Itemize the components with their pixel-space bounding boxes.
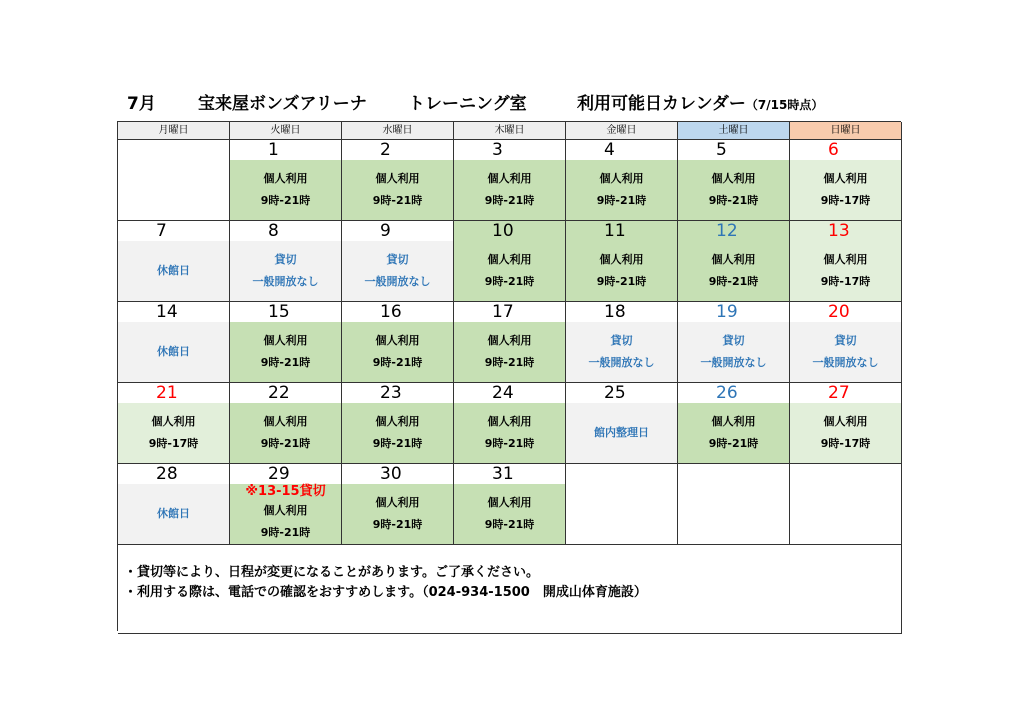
status-label: 休館日 (157, 264, 190, 277)
status-label: 個人利用 (375, 415, 420, 428)
status-label: 個人利用 (711, 253, 756, 266)
day-number: 5 (678, 140, 789, 160)
day-number: 2 (342, 140, 453, 160)
weekday-header-fri: 金曜日 (566, 122, 678, 140)
day-cell (566, 302, 678, 383)
hours-label: 9時-21時 (708, 437, 759, 450)
hours-label: 9時-21時 (708, 194, 759, 207)
day-cell (230, 221, 342, 302)
reservation-note: ※13-15貸切 (245, 484, 326, 499)
day-cell (678, 302, 790, 383)
day-cell (118, 383, 230, 464)
hours-label: 9時-21時 (372, 194, 423, 207)
day-number: 18 (566, 302, 677, 322)
empty-day-cell (118, 140, 230, 221)
notes-section (118, 545, 902, 634)
day-cell (342, 221, 454, 302)
day-number: 19 (678, 302, 789, 322)
day-number: 22 (230, 383, 341, 403)
status-label: 館内整理日 (594, 426, 649, 439)
day-number: 16 (342, 302, 453, 322)
hours-label: 9時-21時 (708, 275, 759, 288)
day-number: 8 (230, 221, 341, 241)
status-label: 個人利用 (823, 415, 868, 428)
day-cell (230, 140, 342, 221)
day-number: 20 (790, 302, 901, 322)
day-number: 7 (118, 221, 229, 241)
status-label: 個人利用 (487, 496, 532, 509)
status-label: 個人利用 (375, 172, 420, 185)
status-detail: 一般開放なし (252, 275, 319, 288)
status-label: 個人利用 (487, 334, 532, 347)
day-number: 17 (454, 302, 565, 322)
weekday-header-mon: 月曜日 (118, 122, 230, 140)
weekday-header-tue: 火曜日 (230, 122, 342, 140)
day-cell (118, 302, 230, 383)
status-label: 個人利用 (487, 415, 532, 428)
room-name: トレーニング室 (408, 94, 527, 114)
day-number: 13 (790, 221, 901, 241)
status-label: 個人利用 (263, 172, 308, 185)
hours-label: 9時-21時 (260, 437, 311, 450)
hours-label: 9時-21時 (596, 275, 647, 288)
day-number: 12 (678, 221, 789, 241)
day-cell (118, 221, 230, 302)
day-number: 25 (566, 383, 677, 403)
status-detail: 一般開放なし (812, 356, 879, 369)
status-label: 貸切 (834, 334, 857, 347)
status-label: 個人利用 (711, 172, 756, 185)
day-cell (342, 302, 454, 383)
status-label: 休館日 (157, 345, 190, 358)
day-number: 26 (678, 383, 789, 403)
empty-day-cell (566, 464, 678, 545)
day-number: 15 (230, 302, 341, 322)
status-label: 個人利用 (487, 172, 532, 185)
hours-label: 9時-21時 (260, 194, 311, 207)
note-line: ・貸切等により、日程が変更になることがあります。ご了承ください。 (124, 565, 539, 580)
hours-label: 9時-17時 (148, 437, 199, 450)
month-label: 7月 (127, 94, 156, 114)
day-cell (678, 221, 790, 302)
status-label: 休館日 (157, 507, 190, 520)
status-label: 貸切 (610, 334, 633, 347)
day-number: 3 (454, 140, 565, 160)
day-number: 23 (342, 383, 453, 403)
day-number: 28 (118, 464, 229, 484)
weekday-header-thu: 木曜日 (454, 122, 566, 140)
day-cell (342, 464, 454, 545)
hours-label: 9時-21時 (484, 275, 535, 288)
hours-label: 9時-21時 (372, 518, 423, 531)
day-number: 11 (566, 221, 677, 241)
day-cell (454, 383, 566, 464)
status-label: 個人利用 (263, 415, 308, 428)
day-number: 24 (454, 383, 565, 403)
day-number: 21 (118, 383, 229, 403)
day-cell (454, 464, 566, 545)
availability-calendar (117, 121, 901, 631)
day-cell (566, 140, 678, 221)
day-number: 6 (790, 140, 901, 160)
day-number: 4 (566, 140, 677, 160)
status-label: 個人利用 (151, 415, 196, 428)
weekday-header-sun: 日曜日 (790, 122, 902, 140)
hours-label: 9時-21時 (484, 194, 535, 207)
day-number: 14 (118, 302, 229, 322)
hours-label: 9時-17時 (820, 194, 871, 207)
note-line: ・利用する際は、電話での確認をおすすめします。（024-934-1500 開成山体育施設） (124, 585, 647, 600)
status-label: 貸切 (722, 334, 745, 347)
hours-label: 9時-21時 (260, 356, 311, 369)
day-cell (790, 140, 902, 221)
calendar-title-text: 利用可能日カレンダー (577, 94, 746, 114)
as-of-date: （7/15時点） (745, 98, 824, 112)
day-number: 1 (230, 140, 341, 160)
hours-label: 9時-17時 (820, 275, 871, 288)
hours-label: 9時-21時 (596, 194, 647, 207)
status-detail: 一般開放なし (588, 356, 655, 369)
day-cell (230, 383, 342, 464)
day-cell (342, 383, 454, 464)
hours-label: 9時-17時 (820, 437, 871, 450)
hours-label: 9時-21時 (372, 356, 423, 369)
day-number: 29 (230, 464, 341, 484)
hours-label: 9時-21時 (484, 356, 535, 369)
status-label: 個人利用 (823, 172, 868, 185)
day-cell (230, 464, 342, 545)
day-cell (790, 302, 902, 383)
status-detail: 一般開放なし (700, 356, 767, 369)
day-cell (678, 140, 790, 221)
calendar-title (577, 92, 823, 116)
day-number: 27 (790, 383, 901, 403)
hours-label: 9時-21時 (260, 526, 311, 539)
status-label: 個人利用 (599, 172, 644, 185)
empty-day-cell (678, 464, 790, 545)
status-label: 個人利用 (711, 415, 756, 428)
status-label: 貸切 (274, 253, 297, 266)
hours-label: 9時-21時 (484, 518, 535, 531)
day-cell (454, 221, 566, 302)
day-cell (790, 221, 902, 302)
hours-label: 9時-21時 (484, 437, 535, 450)
day-cell (678, 383, 790, 464)
status-label: 個人利用 (599, 253, 644, 266)
day-number: 30 (342, 464, 453, 484)
day-cell (454, 302, 566, 383)
weekday-header-wed: 水曜日 (342, 122, 454, 140)
day-cell (790, 383, 902, 464)
status-label: 個人利用 (375, 334, 420, 347)
day-number: 10 (454, 221, 565, 241)
day-cell (118, 464, 230, 545)
day-number: 31 (454, 464, 565, 484)
day-cell (230, 302, 342, 383)
hours-label: 9時-21時 (372, 437, 423, 450)
status-label: 個人利用 (487, 253, 532, 266)
day-cell (342, 140, 454, 221)
day-cell (566, 221, 678, 302)
venue-name: 宝来屋ボンズアリーナ (198, 94, 367, 114)
day-number: 9 (342, 221, 453, 241)
status-label: 個人利用 (263, 334, 308, 347)
weekday-header-sat: 土曜日 (678, 122, 790, 140)
status-label: 個人利用 (375, 496, 420, 509)
status-label: 個人利用 (823, 253, 868, 266)
status-label: 個人利用 (263, 504, 308, 517)
day-cell (566, 383, 678, 464)
empty-day-cell (790, 464, 902, 545)
day-cell (454, 140, 566, 221)
status-detail: 一般開放なし (364, 275, 431, 288)
status-label: 貸切 (386, 253, 409, 266)
